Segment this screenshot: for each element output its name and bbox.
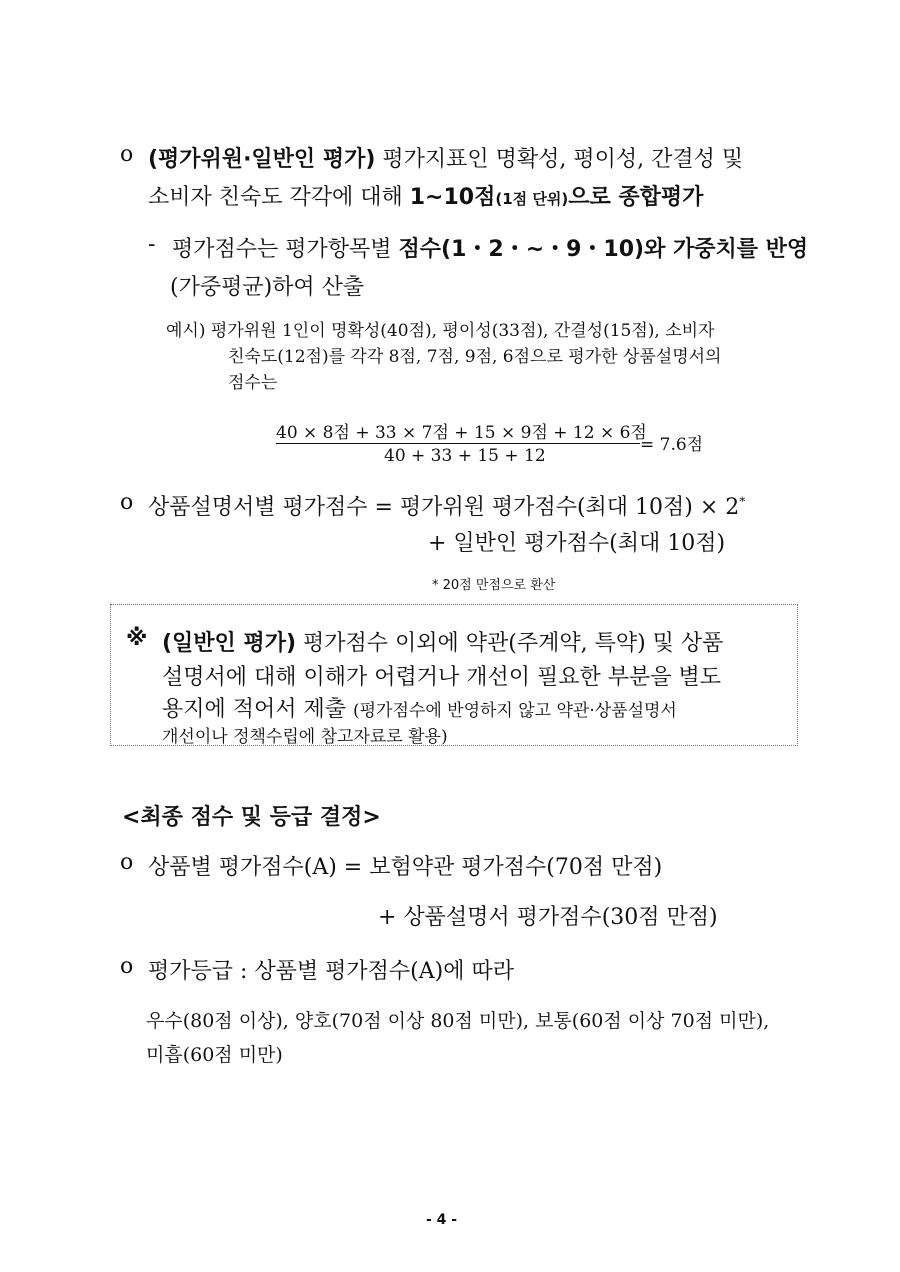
sub1-line1 [172, 232, 808, 263]
sub1-dash: - [148, 232, 156, 257]
section1-bullet: o [120, 142, 134, 167]
final-bullet-2: o [120, 954, 134, 979]
final-grades-line2: 미흡(60점 미만) [146, 1044, 283, 1066]
final-score-line1: 상품별 평가점수(A) = 보험약관 평가점수(70점 만점) [148, 855, 663, 880]
section2-bullet: o [120, 490, 134, 515]
section1-range: 1~10점 [409, 185, 496, 210]
sub1-line2: (가중평균)하여 산출 [170, 275, 365, 300]
formula-denominator: 40 + 33 + 15 + 12 [384, 446, 546, 466]
section1-line1 [148, 142, 743, 173]
example-line1: 예시) 평가위원 1인이 명확성(40점), 평이성(33점), 간결성(15점), 소비자 [166, 321, 715, 341]
sub1-a: 평가점수는 평가항목별 [172, 237, 399, 262]
formula-result: = 7.6점 [640, 435, 704, 455]
section1-unit: (1점 단위) [495, 190, 569, 208]
note-line3-a: 용지에 적어서 제출 [162, 697, 353, 722]
section1-head: (평가위원·일반인 평가) [148, 147, 376, 172]
final-score-line2: + 상품설명서 평가점수(30점 만점) [378, 905, 718, 930]
note-head: (일반인 평가) [162, 631, 297, 656]
section1-line1-rest: 평가지표인 명확성, 평이성, 간결성 및 [375, 147, 744, 172]
final-grades-line1: 우수(80점 이상), 양호(70점 이상 80점 미만), 보통(60점 이상 70점 미만), [146, 1010, 770, 1032]
sub1-b: 점수(1・2・~・9・10)와 가중치를 반영 [398, 237, 809, 262]
note-line3 [162, 692, 677, 723]
example-line2: 친숙도(12점)를 각각 8점, 7점, 9점, 6점으로 평가한 상품설명서의 [228, 347, 722, 367]
note-reference-mark: ※ [126, 626, 148, 651]
section2-line2: + 일반인 평가점수(최대 10점) [428, 531, 726, 556]
section2-line1 [148, 490, 745, 521]
note-line4: 개선이나 정책수립에 참고자료로 활용) [162, 727, 448, 747]
formula-numerator: 40 × 8점 + 33 × 7점 + 15 × 9점 + 12 × 6점 [276, 423, 647, 443]
note-line2: 설명서에 대해 이해가 어렵거나 개선이 필요한 부분을 별도 [162, 665, 722, 690]
section2-footnote-mark: * [739, 494, 746, 509]
section2-formula: 상품설명서별 평가점수 = 평가위원 평가점수(최대 10점) × 2 [148, 495, 740, 520]
example-line3: 점수는 [228, 373, 278, 393]
final-bullet-1: o [120, 850, 134, 875]
note-mark [126, 626, 147, 651]
final-heading: <최종 점수 및 등급 결정> [122, 805, 381, 830]
section1-summary: 으로 종합평가 [568, 185, 704, 210]
final-grade-line: 평가등급 : 상품별 평가점수(A)에 따라 [148, 959, 514, 984]
formula-fraction-bar [276, 443, 640, 444]
page-number: - 4 - [426, 1212, 458, 1228]
section1-line2 [148, 180, 703, 211]
section2-footnote: * 20점 만점으로 환산 [432, 578, 556, 593]
section1-line2-a: 소비자 친숙도 각각에 대해 [148, 185, 410, 210]
note-line1 [162, 626, 723, 657]
note-line3-b: (평가점수에 반영하지 않고 약관·상품설명서 [353, 701, 677, 721]
note-line1-rest: 평가점수 이외에 약관(주계약, 특약) 및 상품 [296, 631, 724, 656]
